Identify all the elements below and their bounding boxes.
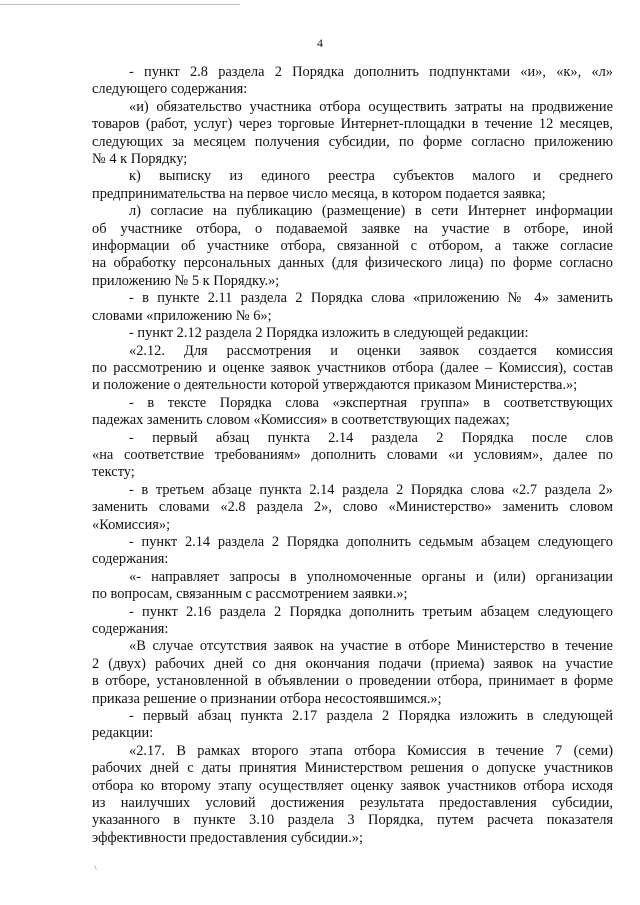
text-line: «В случае отсутствия заявок на участие в отборе Министерство в течение [129,638,613,655]
text-line: приложению № 5 к Порядку.»; [92,272,280,289]
text-line: об участнике отбора, о подаваемой заявке на участие в отборе, иной [92,220,613,237]
text-line: - в пункте 2.11 раздела 2 Порядка слова «приложению № 4» заменить [129,290,613,307]
text-line: к) выписку из единого реестра субъектов малого и среднего [129,168,613,185]
document-body [92,64,613,847]
text-line: редакции: [92,725,154,742]
text-line: «2.12. Для рассмотрения и оценки заявок создается комиссия [129,342,613,359]
text-line: - пункт 2.8 раздела 2 Порядка дополнить подпунктами «и», «к», «л» [129,64,613,80]
text-line: информации об участнике отбора, связанной с отбором, а также согласие [92,238,613,255]
text-line: приказа решение о признании отбора несостоявшимся.»; [92,690,442,707]
text-line: «на соответствие требованиям» дополнить словами «и условиям», далее по [92,446,613,463]
text-line: по вопросам, связанным с рассмотрением заявки.»; [92,586,408,603]
text-line: рабочих дней с даты принятия Министерством решения о допуске участников [92,760,613,777]
text-line: словами «приложению № 6»; [92,307,272,324]
text-line: тексту; [92,464,135,481]
text-line: товаров (работ, услуг) через торговые Интернет-площадки в течение 12 месяцев, [92,116,613,133]
scan-mark: ⸜ [91,860,101,873]
text-line: из наилучших условий достижения результата предоставления субсидии, [92,795,613,812]
text-line: следующего содержания: [92,81,248,98]
text-line: - в третьем абзаце пункта 2.14 раздела 2 Порядка слова «2.7 раздела 2» [129,481,613,498]
text-line: 2 (двух) рабочих дней со дня окончания подачи (приема) заявок на участие [92,655,613,672]
text-line: - первый абзац пункта 2.14 раздела 2 Порядка после слов [129,429,613,446]
text-line: предпринимательства на первое число месяца, в котором подается заявка; [92,185,546,202]
text-line: по рассмотрению и оценке заявок участников отбора (далее – Комиссия), состав [92,359,613,376]
text-line: - пункт 2.16 раздела 2 Порядка дополнить третьим абзацем следующего [129,603,613,620]
text-line: отбора ко второму этапу осуществляет оценку заявок участников отбора исходя [92,777,613,794]
text-line: «- направляет запросы в уполномоченные органы и (или) организации [129,568,613,585]
text-line: - в тексте Порядка слова «экспертная группа» в соответствующих [129,394,613,411]
text-line: «2.17. В рамках второго этапа отбора Комиссия в течение 7 (семи) [129,742,613,759]
text-line: следующих за месяцем получения субсидии, по форме согласно приложению [92,133,613,150]
text-line: содержания: [92,621,169,637]
text-line: «Комиссия»; [92,516,171,533]
text-line: - пункт 2.12 раздела 2 Порядка изложить в следующей редакции: [129,325,529,342]
text-line: на обработку персональных данных (для физического лица) по форме согласно [92,255,613,272]
text-line: заменить словами «2.8 раздела 2», слово «Министерство» заменить словом [92,499,613,516]
text-line: в отборе, установленной в объявлении о проведении отбора, принимает в форме [92,673,613,690]
text-line: и положение о деятельности которой утверждаются приказом Министерства.»; [92,377,578,394]
text-line: содержания: [92,551,169,568]
page-number: 4 [317,36,323,50]
top-edge-line [0,4,240,5]
text-line: «и) обязательство участника отбора осуществить затраты на продвижение [129,98,613,115]
text-line: указанного в пункте 3.10 раздела 3 Порядка, путем расчета показателя [92,812,613,829]
text-line: - первый абзац пункта 2.17 раздела 2 Порядка изложить в следующей [129,708,613,725]
text-line: падежах заменить словом «Комиссия» в соответствующих падежах; [92,412,510,429]
text-line: л) согласие на публикацию (размещение) в сети Интернет информации [129,203,613,220]
text-line: - пункт 2.14 раздела 2 Порядка дополнить седьмым абзацем следующего [129,533,613,550]
text-line: № 4 к Порядку; [92,151,188,168]
text-line: эффективности предоставления субсидии.»; [92,829,363,846]
